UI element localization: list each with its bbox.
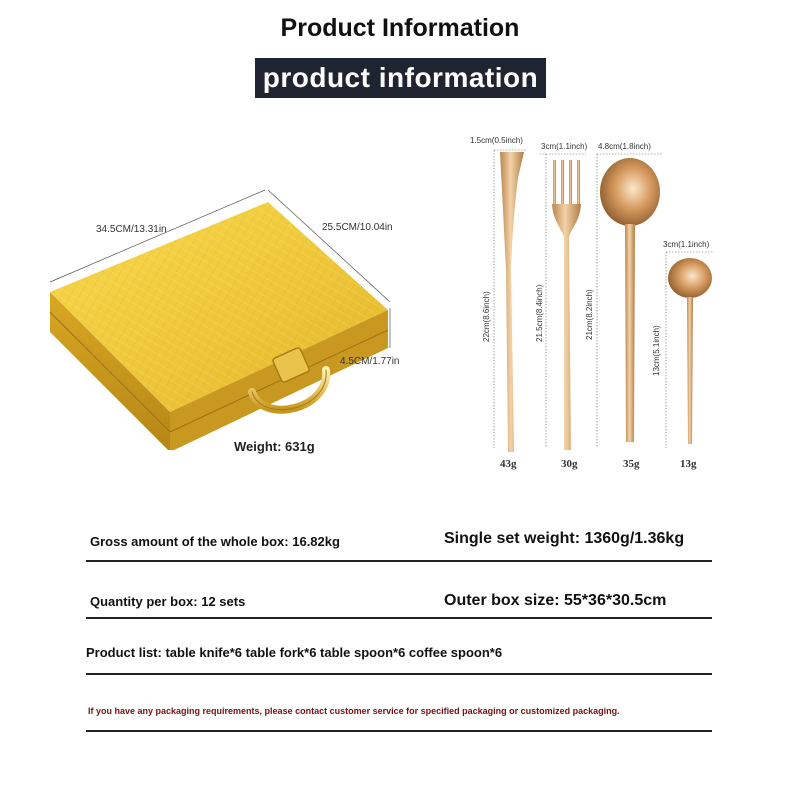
outer-box-text: Outer box size: 55*36*30.5cm [444, 592, 667, 609]
table-spoon-icon [600, 158, 660, 442]
subtitle-text: product information [262, 62, 539, 93]
packaging-notice: If you have any packaging requirements, please contact customer service for specified packaging or customized packaging. [88, 706, 620, 716]
fork-weight: 30g [561, 458, 578, 470]
box-width-label: 25.5CM/10.04in [322, 222, 393, 233]
divider [86, 673, 712, 675]
knife-weight: 43g [500, 458, 517, 470]
page-title: Product Information [280, 14, 520, 42]
coffee-spoon-length-label: 13cm(5.1inch) [652, 325, 661, 376]
subtitle-banner [255, 58, 546, 98]
box-length-label: 34.5CM/13.31in [96, 224, 167, 235]
fork-icon [552, 160, 581, 450]
box-weight-label: Weight: 631g [234, 439, 315, 454]
set-weight-text: Single set weight: 1360g/1.36kg [444, 530, 685, 547]
divider [86, 730, 712, 732]
box-height-label: 4.5CM/1.77in [340, 356, 400, 367]
quantity-text: Quantity per box: 12 sets [90, 594, 246, 609]
spoon-weight: 35g [623, 458, 640, 470]
product-list-text: Product list: table knife*6 table fork*6 table spoon*6 coffee spoon*6 [86, 645, 503, 660]
knife-icon [500, 152, 524, 452]
divider [86, 560, 712, 562]
knife-length-label: 22cm(8.6inch) [482, 291, 491, 342]
fork-length-label: 21.5cm(8.4inch) [535, 284, 544, 342]
spoon-length-label: 21cm(8.2inch) [585, 289, 594, 340]
knife-width-label: 1.5cm(0.5inch) [470, 136, 523, 145]
coffee-spoon-width-label: 3cm(1.1inch) [663, 240, 710, 249]
gross-amount-text: Gross amount of the whole box: 16.82kg [90, 534, 340, 549]
cutlery-image [460, 130, 760, 460]
coffee-spoon-weight: 13g [680, 458, 697, 470]
gift-box-image [40, 180, 400, 450]
fork-width-label: 3cm(1.1inch) [541, 142, 588, 151]
coffee-spoon-icon [668, 258, 712, 444]
spoon-width-label: 4.8cm(1.8inch) [598, 142, 651, 151]
divider [86, 617, 712, 619]
